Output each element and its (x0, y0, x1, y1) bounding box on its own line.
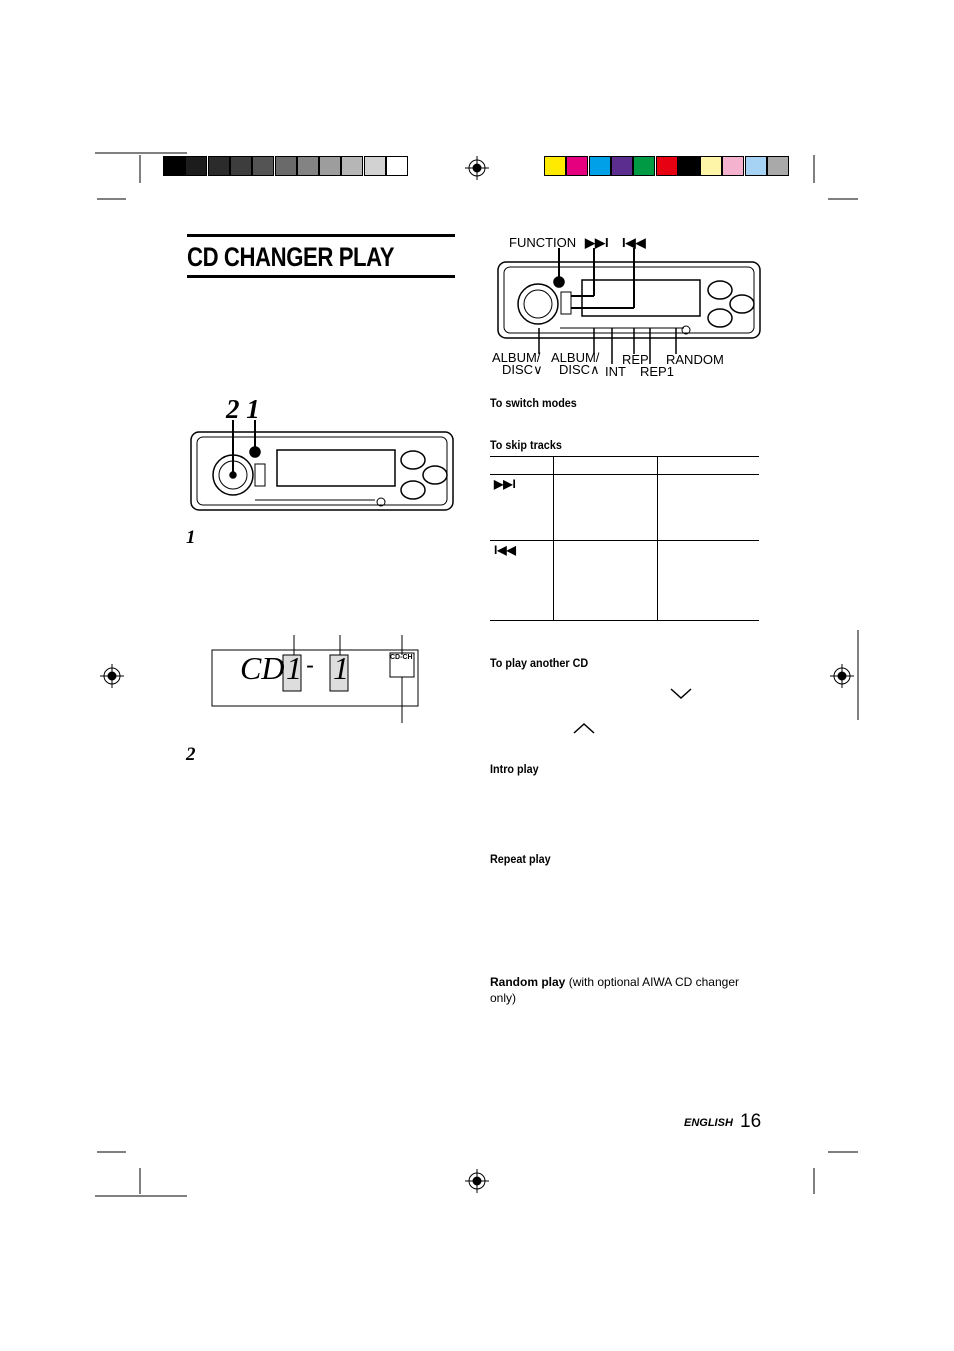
grayscale-swatch (208, 156, 230, 176)
step-1-number: 1 (186, 527, 196, 548)
heading-random-play: Random play (490, 975, 566, 989)
grayscale-swatch (319, 156, 341, 176)
color-swatch (722, 156, 744, 176)
lcd-source: CD (240, 650, 285, 686)
color-swatch (767, 156, 789, 176)
grayscale-swatch (386, 156, 408, 176)
grayscale-swatch (163, 156, 185, 176)
heading-intro-play: Intro play (490, 762, 539, 776)
heading-switch-modes: To switch modes (490, 396, 577, 410)
color-swatch (611, 156, 633, 176)
registration-mark-right (830, 664, 854, 688)
lcd-dash: - (306, 652, 314, 679)
skip-tracks-table (490, 456, 759, 621)
grayscale-swatch (341, 156, 363, 176)
grayscale-swatch (275, 156, 297, 176)
color-swatch (700, 156, 722, 176)
registration-mark-top (465, 156, 489, 180)
color-swatch (544, 156, 566, 176)
chevron-down-icon (670, 688, 692, 700)
prev-track-icon: I◀◀ (622, 235, 646, 250)
label-rep: REP (622, 352, 649, 367)
page-title: CD CHANGER PLAY (187, 242, 395, 272)
grayscale-swatch (297, 156, 319, 176)
lcd-track-number: 1 (333, 650, 349, 686)
label-random: RANDOM (666, 352, 724, 367)
color-swatch (745, 156, 767, 176)
label-album-disc-down: ALBUM/ DISC∨ (492, 350, 543, 377)
color-swatch (589, 156, 611, 176)
random-play-note: (with optional AIWA CD changer only) (490, 975, 739, 1005)
lcd-cd-ch-indicator: CD-CH (390, 654, 413, 661)
label-album-disc-up: ALBUM/ DISC∧ (551, 350, 600, 377)
heading-skip-tracks: To skip tracks (490, 438, 562, 452)
color-swatch (678, 156, 700, 176)
page-title-box (187, 234, 455, 278)
grayscale-swatch (252, 156, 274, 176)
heading-another-cd: To play another CD (490, 656, 589, 670)
color-swatch (656, 156, 678, 176)
registration-mark-bottom (465, 1169, 489, 1193)
lcd-disc-number: 1 (286, 650, 302, 686)
color-swatch (633, 156, 655, 176)
next-track-symbol: ▶▶I (490, 475, 554, 541)
random-play-paragraph (490, 974, 758, 1006)
grayscale-swatch (185, 156, 207, 176)
footer-language: ENGLISH (684, 1117, 733, 1129)
next-track-icon: ▶▶I (585, 235, 609, 250)
step-2-number: 2 (186, 744, 196, 765)
label-int: INT (605, 364, 626, 379)
heading-repeat-play: Repeat play (490, 852, 551, 866)
chevron-up-icon (573, 722, 595, 734)
page-number: 16 (740, 1111, 762, 1132)
label-rep1: REP1 (640, 364, 674, 379)
prev-track-symbol: I◀◀ (490, 541, 554, 621)
step-numbers: 2 1 (226, 394, 260, 424)
grayscale-swatch (230, 156, 252, 176)
label-function: FUNCTION (509, 235, 577, 250)
grayscale-swatch (364, 156, 386, 176)
unit-illustration-left (185, 420, 457, 512)
registration-mark-left (100, 664, 124, 688)
color-swatch (566, 156, 588, 176)
